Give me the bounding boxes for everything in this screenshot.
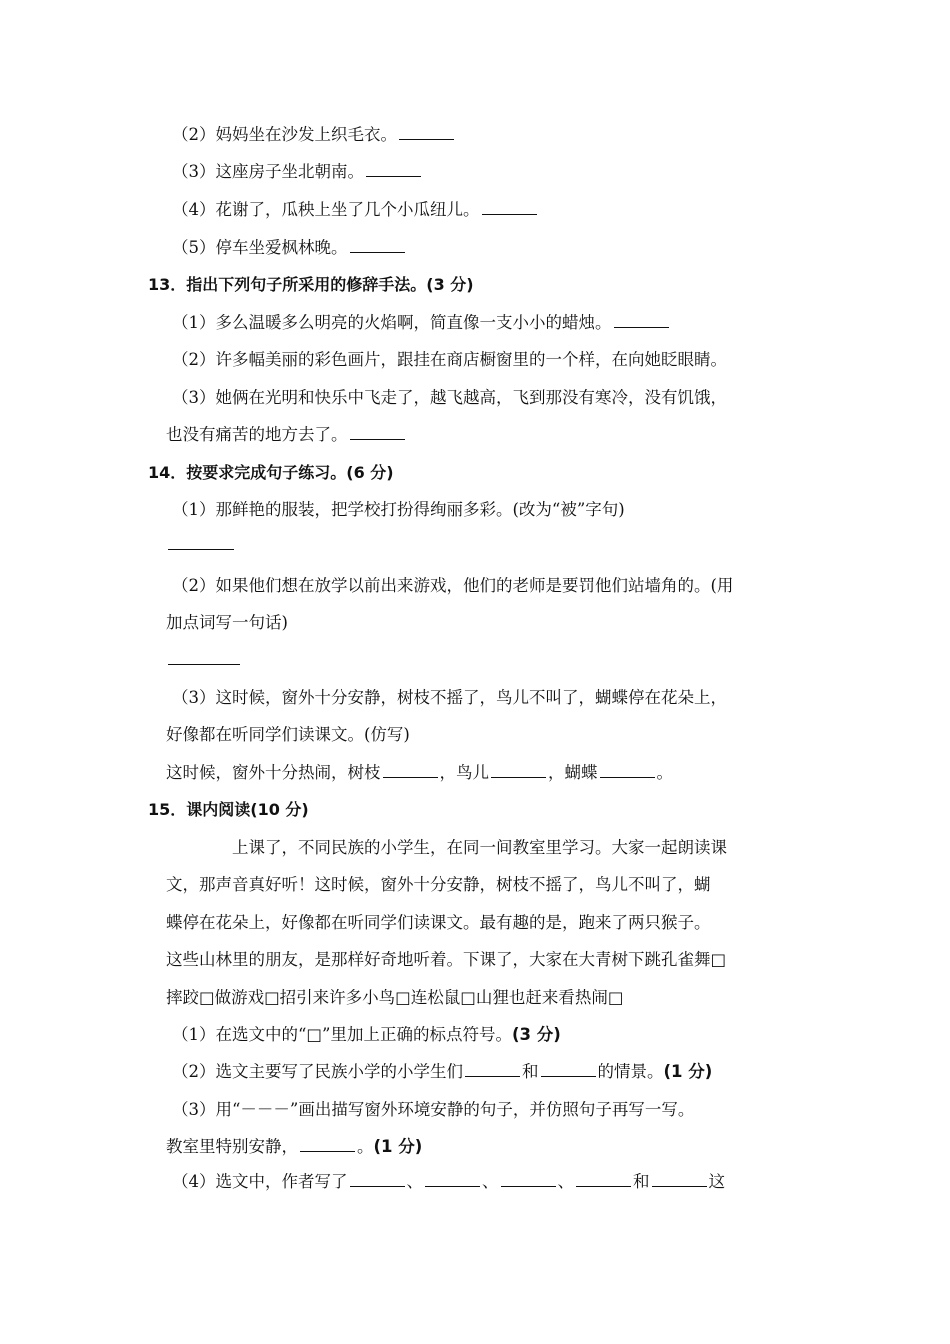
answer-blank[interactable] xyxy=(425,1170,480,1187)
answer-blank[interactable] xyxy=(465,1060,520,1077)
answer-blank[interactable] xyxy=(350,1170,405,1187)
item-14-3-imitate: 这时候，窗外十分热闹，树枝 ，鸟儿 ，蝴蝶 。 xyxy=(166,763,673,782)
passage-line-4: 这些山林里的朋友，是那样好奇地听着。下课了，大家在大青树下跳孔雀舞□ xyxy=(166,950,727,969)
item-12-3: （3）这座房子坐北朝南。 xyxy=(172,160,423,184)
answer-blank[interactable] xyxy=(383,761,438,778)
item-14-1: （1）那鲜艳的服装，把学校打扮得绚丽多彩。(改为“被”字句) xyxy=(172,500,625,519)
answer-blank[interactable] xyxy=(491,761,546,778)
answer-blank[interactable] xyxy=(501,1170,556,1187)
answer-blank[interactable] xyxy=(576,1170,631,1187)
answer-blank[interactable] xyxy=(350,236,405,253)
passage-line-1: 上课了，不同民族的小学生，在同一间教室里学习。大家一起朗读课 xyxy=(232,838,727,857)
answer-blank[interactable] xyxy=(541,1060,596,1077)
item-14-2: （2）如果他们想在放学以前出来游戏，他们的老师是要罚他们站墙角的。(用 xyxy=(172,576,734,595)
item-12-5: （5）停车坐爱枫林晚。 xyxy=(172,236,407,260)
answer-blank[interactable] xyxy=(652,1170,707,1187)
answer-blank[interactable] xyxy=(366,160,421,177)
question-13-title: 13．指出下列句子所采用的修辞手法。(3 分) xyxy=(148,275,474,294)
item-13-3-cont: 也没有痛苦的地方去了。 xyxy=(166,423,407,447)
item-13-3: （3）她俩在光明和快乐中飞走了，越飞越高，飞到那没有寒冷，没有饥饿， xyxy=(172,388,727,407)
item-14-2-answer xyxy=(166,648,242,672)
item-12-4: （4）花谢了，瓜秧上坐了几个小瓜纽儿。 xyxy=(172,198,539,222)
item-14-1-answer xyxy=(166,533,236,557)
passage-line-2: 文，那声音真好听！这时候，窗外十分安静，树枝不摇了，鸟儿不叫了，蝴 xyxy=(166,875,711,894)
question-14-title: 14．按要求完成句子练习。(6 分) xyxy=(148,463,394,482)
answer-blank[interactable] xyxy=(168,648,240,665)
answer-blank[interactable] xyxy=(168,533,234,550)
item-15-4: （4）选文中，作者写了 、 、 、 和 这 xyxy=(172,1172,725,1191)
answer-blank[interactable] xyxy=(482,198,537,215)
answer-blank[interactable] xyxy=(399,123,454,140)
item-13-2: （2）许多幅美丽的彩色画片，跟挂在商店橱窗里的一个样，在向她眨眼睛。 xyxy=(172,350,727,369)
item-14-2-cont: 加点词写一句话) xyxy=(166,613,288,632)
item-14-3-cont: 好像都在听同学们读课文。(仿写) xyxy=(166,725,410,744)
item-15-3: （3）用“－－－”画出描写窗外环境安静的句子，并仿照句子再写一写。 xyxy=(172,1100,695,1119)
question-15-title: 15．课内阅读(10 分) xyxy=(148,800,309,819)
answer-blank[interactable] xyxy=(300,1135,355,1152)
item-14-3: （3）这时候，窗外十分安静，树枝不摇了，鸟儿不叫了，蝴蝶停在花朵上， xyxy=(172,688,727,707)
answer-blank[interactable] xyxy=(350,423,405,440)
item-12-2: （2）妈妈坐在沙发上织毛衣。 xyxy=(172,123,456,147)
passage-line-5: 摔跤□做游戏□招引来许多小鸟□连松鼠□山狸也赶来看热闹□ xyxy=(166,988,624,1007)
item-15-2: （2）选文主要写了民族小学的小学生们 和 的情景。(1 分) xyxy=(172,1062,713,1081)
item-15-3-write: 教室里特别安静， 。(1 分) xyxy=(166,1137,423,1156)
item-13-1: （1）多么温暖多么明亮的火焰啊，简直像一支小小的蜡烛。 xyxy=(172,311,671,335)
item-15-1: （1）在选文中的“□”里加上正确的标点符号。(3 分) xyxy=(172,1025,561,1044)
answer-blank[interactable] xyxy=(600,761,655,778)
passage-line-3: 蝶停在花朵上，好像都在听同学们读课文。最有趣的是，跑来了两只猴子。 xyxy=(166,913,711,932)
answer-blank[interactable] xyxy=(614,311,669,328)
